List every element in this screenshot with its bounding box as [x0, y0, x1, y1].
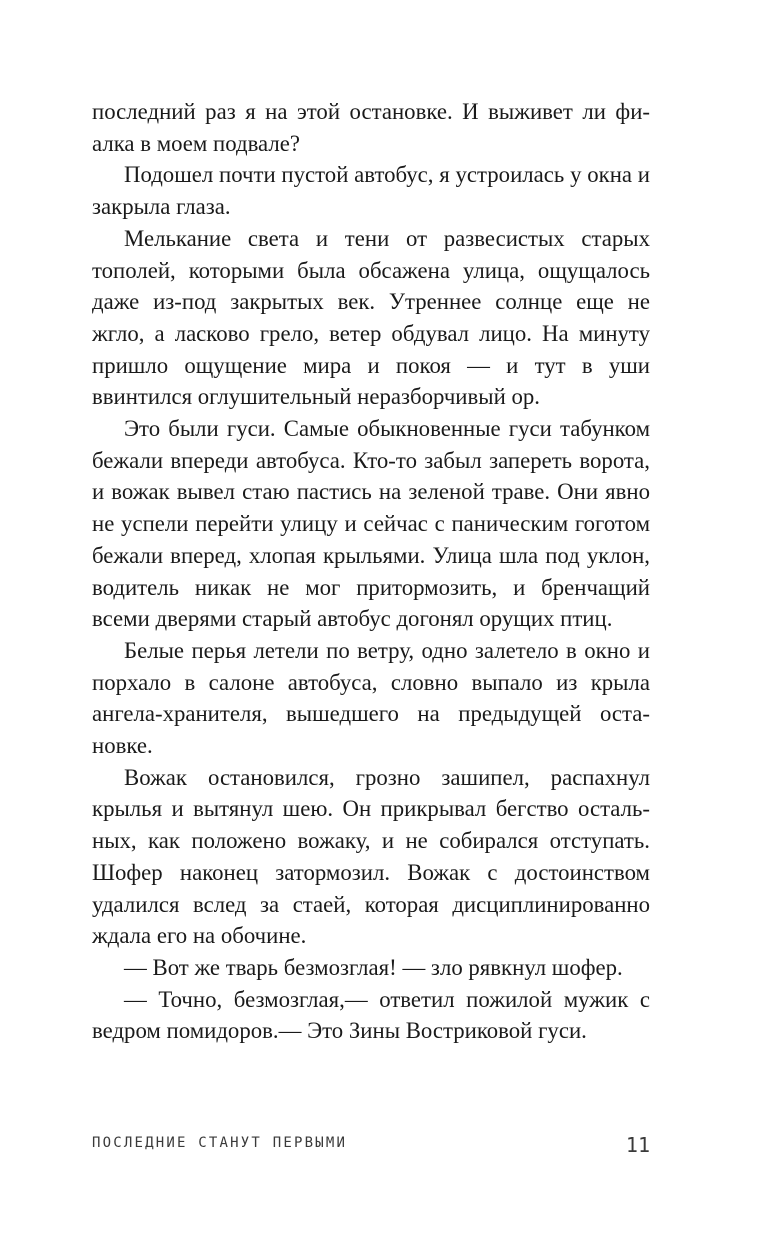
paragraph: Мелькание света и тени от развесистых старых тополей, которыми была обсажена улица, ощущалось даже из-под закрытых век. Утреннее солнце еще не жгло, а ласково грело, ветер обдувал лицо. На минуту пришло ощущение мира и покоя — и тут в уши ввинтился оглушительный неразборчивый ор.	[92, 225, 650, 410]
page-number: 11	[625, 1133, 650, 1157]
paragraph: Белые перья летели по ветру, одно залетело в окно и порхало в салоне автобуса, словно выпало из крыла ангела-хранителя, вышедшего на предыдущей остановке.	[92, 637, 650, 759]
running-title: ПОСЛЕДНИЕ СТАНУТ ПЕРВЫМИ	[92, 1135, 348, 1151]
page-body	[92, 96, 650, 1047]
paragraph: Подошел почти пустой автобус, я устроилась у окна и закрыла глаза.	[92, 162, 650, 220]
page-footer	[92, 1133, 650, 1161]
paragraph: Вожак остановился, грозно зашипел, распахнул крылья и вытянул шею. Он прикрывал бегство остальных, как положено вожаку, и не собирался отступать. Шофер наконец затормозил. Вожак с достоинством удалился вслед за стаей, которая дисциплинированно ждала его на обочине.	[92, 764, 650, 949]
paragraph: последний раз я на этой остановке. И выживет ли фиалка в моем подвале?	[92, 99, 650, 156]
paragraph: Это были гуси. Самые обыкновенные гуси табунком бежали впереди автобуса. Кто-то забыл запереть ворота, и вожак вывел стаю пастись на зеленой траве. Они явно не успели перейти улицу и сейчас с паническим гоготом бежали вперед, хлопая крыльями. Улица шла под уклон, водитель никак не мог притормозить, и бренчащий всеми дверями старый автобус догонял орущих птиц.	[92, 416, 650, 632]
dialogue-line: — Вот же тварь безмозглая! — зло рявкнул шофер.	[124, 954, 623, 980]
body-text	[92, 96, 650, 1047]
dialogue-line: — Точно, безмозглая,— ответил пожилой мужик с ведром помидоров.— Это Зины Востриковой гуси.	[92, 986, 650, 1044]
